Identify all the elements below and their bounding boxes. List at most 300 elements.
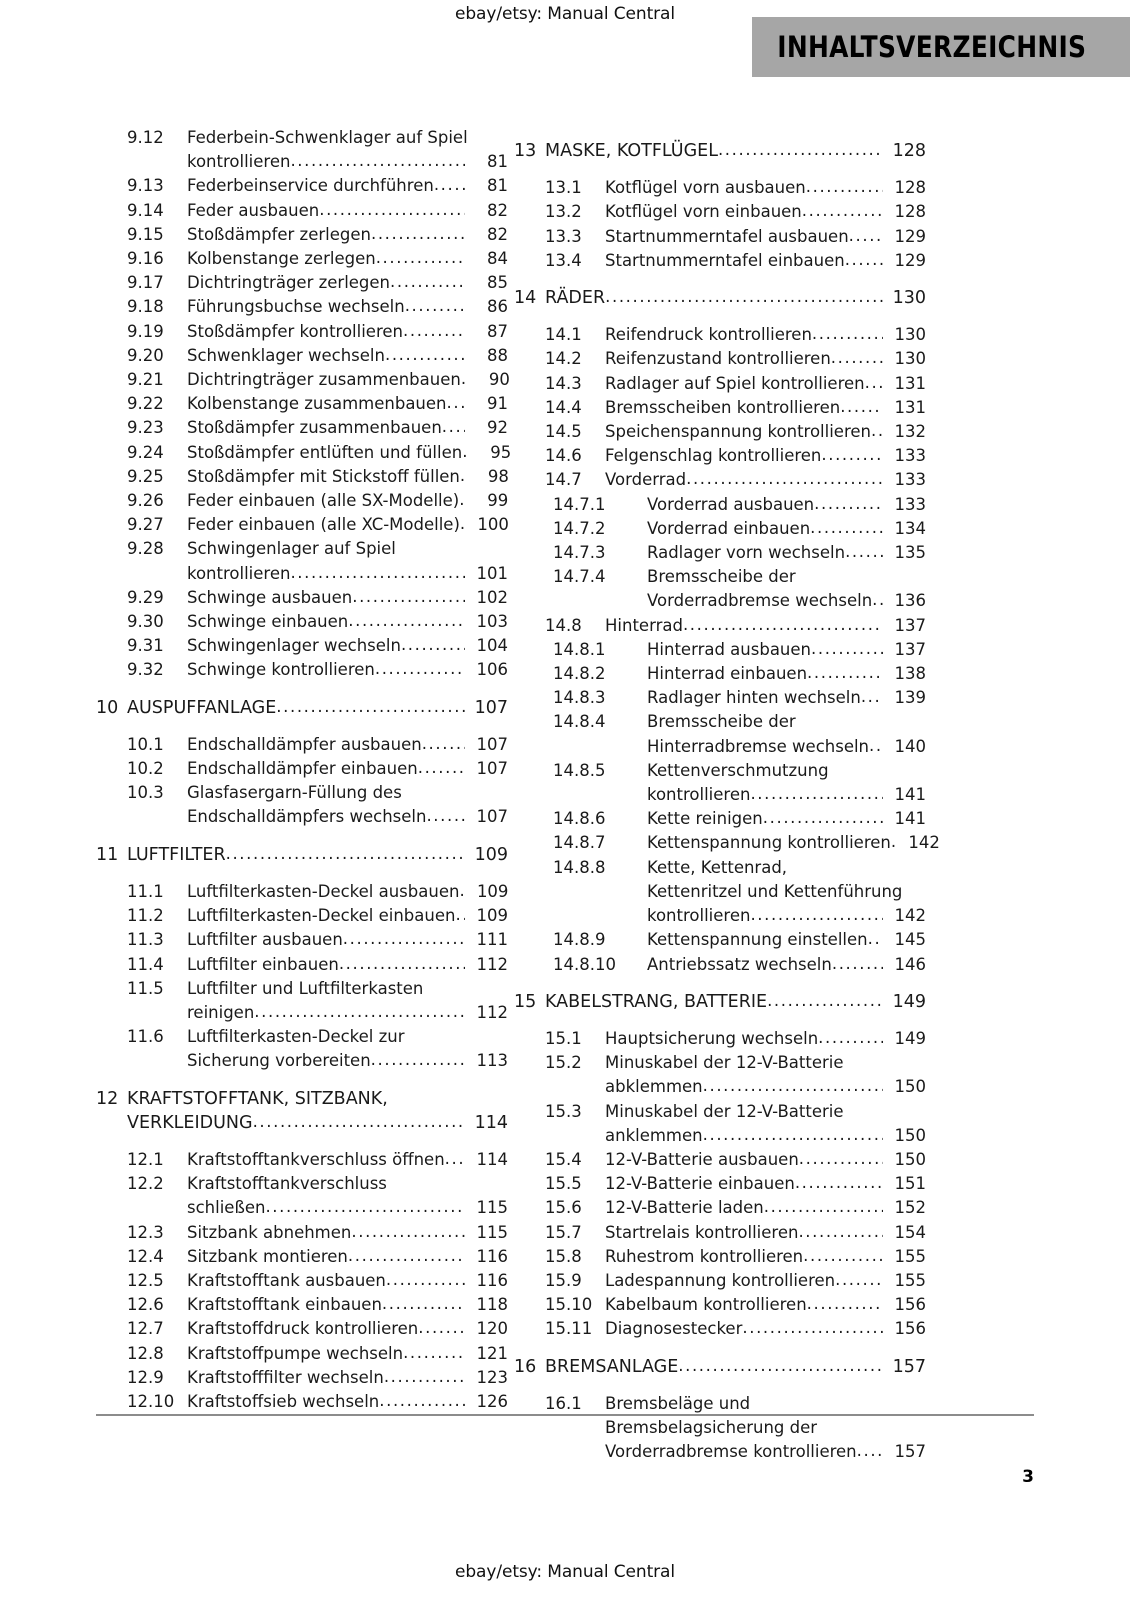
toc-entry-title-block: [545, 1355, 926, 1379]
toc-entry-title: Schwinge ausbauen: [187, 587, 353, 607]
toc-entry-title: Kette, Kettenrad,: [647, 857, 788, 877]
toc-entry-number: 9.21: [127, 370, 164, 390]
toc-entry-title-block: [605, 614, 926, 638]
toc-entry-line: [545, 139, 926, 163]
toc-entry[interactable]: [514, 286, 926, 310]
toc-page-number: 134: [894, 518, 926, 538]
toc-entry-title-block: [187, 1245, 508, 1269]
toc-leader-dots: [678, 1354, 883, 1378]
toc-entry-title-block: [605, 1293, 926, 1317]
toc-leader-dots: [803, 1244, 883, 1268]
toc-entry[interactable]: [96, 1317, 508, 1341]
toc-entry-title-block: [605, 396, 926, 420]
toc-entry[interactable]: [96, 174, 508, 198]
toc-entry-title: Speichenspannung kontrollieren: [605, 422, 871, 442]
toc-leader-dots: [385, 343, 465, 367]
toc-entry-title-block: [187, 1366, 508, 1390]
toc-entry-line: [187, 634, 508, 658]
toc-leader-dots: [253, 1110, 465, 1134]
toc-entry[interactable]: [96, 781, 508, 829]
toc-entry-title-block: [127, 1087, 508, 1135]
toc-entry-number: 9.14: [127, 200, 164, 220]
toc-entry-title: Bremsbelagsicherung der: [605, 1417, 818, 1437]
toc-entry[interactable]: [514, 662, 926, 686]
toc-entry-title-block: [647, 517, 926, 541]
toc-entry-line: [605, 420, 926, 444]
toc-leader-dots: [798, 1220, 883, 1244]
toc-leader-dots: [742, 1316, 883, 1340]
toc-entry[interactable]: [96, 610, 508, 634]
toc-page-number: 131: [894, 373, 926, 393]
toc-entry[interactable]: [96, 1245, 508, 1269]
toc-entry-title-block: [187, 904, 508, 928]
header-band: [752, 17, 1130, 77]
toc-entry[interactable]: [96, 634, 508, 658]
toc-page-number: 156: [894, 1319, 926, 1339]
toc-entry-number: 15.8: [545, 1246, 582, 1266]
toc-entry-number: 11.4: [127, 954, 164, 974]
toc-entry[interactable]: [514, 1293, 926, 1317]
toc-entry[interactable]: [514, 1245, 926, 1269]
toc-entry[interactable]: [96, 441, 512, 465]
toc-entry[interactable]: [514, 541, 926, 565]
toc-entry[interactable]: [514, 1317, 926, 1341]
toc-entry[interactable]: [514, 1148, 926, 1172]
toc-entry-title-block: [647, 493, 926, 517]
toc-page-number: 109: [476, 906, 508, 926]
toc-entry[interactable]: [96, 1269, 508, 1293]
toc-entry[interactable]: [96, 295, 508, 319]
toc-entry-title-block: [187, 586, 508, 610]
toc-entry-line: [605, 1392, 926, 1416]
toc-entry-line: [605, 1269, 926, 1293]
toc-entry-line: [187, 320, 508, 344]
toc-entry[interactable]: [96, 757, 508, 781]
toc-entry-line: [545, 1355, 926, 1379]
toc-leader-dots: [254, 1000, 465, 1024]
toc-entry-line: [187, 1269, 508, 1293]
toc-entry-title: Hinterrad: [605, 615, 683, 635]
toc-entry-title-block: [187, 1342, 508, 1366]
toc-entry-line: [187, 1196, 508, 1220]
toc-entry[interactable]: [514, 396, 926, 420]
toc-entry-title: Stoßdämpfer zusammenbauen: [187, 418, 442, 438]
toc-page-number: 113: [476, 1051, 508, 1071]
toc-entry-title-block: [187, 733, 508, 757]
toc-entry[interactable]: [514, 1221, 926, 1245]
toc-entry-title: Kolbenstange zerlegen: [187, 249, 376, 269]
toc-entry-number: 9.19: [127, 321, 164, 341]
toc-entry[interactable]: [514, 831, 940, 855]
toc-entry[interactable]: [514, 759, 926, 807]
toc-entry-line: [187, 904, 508, 928]
toc-entry[interactable]: [96, 344, 508, 368]
toc-entry-line: [647, 589, 926, 613]
toc-page-number: 99: [487, 491, 509, 511]
toc-entry-title: Kolbenstange zusammenbauen: [187, 394, 447, 414]
toc-entry-title: Vorderrad: [605, 470, 687, 490]
toc-entry-title: Kraftstoffdruck kontrollieren: [187, 1319, 419, 1339]
toc-page-number: 129: [894, 250, 926, 270]
toc-entry-number: 10.2: [127, 759, 164, 779]
toc-entry[interactable]: [96, 880, 508, 904]
toc-entry[interactable]: [514, 200, 926, 224]
toc-entry[interactable]: [514, 1172, 926, 1196]
toc-entry-number: 9.16: [127, 249, 164, 269]
toc-leader-dots: [821, 443, 883, 467]
toc-entry-number: 15: [514, 991, 537, 1012]
toc-entry[interactable]: [96, 977, 508, 1025]
toc-page-number: 81: [487, 176, 508, 196]
toc-entry[interactable]: [96, 1172, 508, 1220]
toc-leader-dots: [460, 512, 466, 536]
toc-entry[interactable]: [96, 465, 508, 489]
toc-entry[interactable]: [96, 658, 508, 682]
toc-entry-number: 15.3: [545, 1101, 582, 1121]
toc-page-number: 86: [487, 297, 508, 317]
toc-entry[interactable]: [96, 247, 508, 271]
toc-entry[interactable]: [96, 392, 508, 416]
toc-entry-line: [647, 517, 926, 541]
toc-entry-number: 12.5: [127, 1270, 164, 1290]
toc-leader-dots: [835, 1268, 883, 1292]
toc-entry-line: [605, 1440, 926, 1464]
toc-entry-title: Minuskabel der 12-V-Batterie: [605, 1101, 844, 1121]
toc-entry[interactable]: [96, 843, 508, 867]
toc-entry[interactable]: [514, 710, 926, 758]
toc-entry-number: 15.4: [545, 1149, 582, 1169]
toc-entry-title: Kabelbaum kontrollieren: [605, 1295, 807, 1315]
toc-entry[interactable]: [96, 223, 508, 247]
toc-entry-line: [605, 1245, 926, 1269]
toc-entry[interactable]: [96, 416, 508, 440]
toc-leader-dots: [806, 175, 883, 199]
toc-entry[interactable]: [96, 1148, 508, 1172]
toc-leader-dots: [811, 637, 883, 661]
toc-page-number: 140: [894, 736, 926, 756]
toc-entry[interactable]: [514, 444, 926, 468]
toc-entry[interactable]: [96, 1366, 508, 1390]
toc-leader-dots: [422, 732, 465, 756]
toc-leader-dots: [810, 516, 883, 540]
toc-page-number: 100: [477, 515, 509, 535]
toc-entry[interactable]: [514, 249, 926, 273]
toc-entry-line: [187, 953, 508, 977]
toc-entry[interactable]: [96, 1293, 508, 1317]
toc-entry-number: 12.9: [127, 1367, 164, 1387]
toc-leader-dots: [371, 222, 465, 246]
toc-entry-line: [605, 1075, 926, 1099]
toc-entry[interactable]: [514, 856, 926, 929]
toc-page-number: 157: [894, 1442, 926, 1462]
toc-page-number: 111: [476, 930, 508, 950]
toc-entry-number: 14.7.2: [553, 518, 606, 538]
toc-entry[interactable]: [96, 1025, 508, 1073]
toc-entry[interactable]: [96, 126, 508, 174]
toc-entry-title: Bremsscheibe der: [647, 712, 796, 732]
toc-entry-line: [187, 658, 508, 682]
toc-entry-title: Luftfilter einbauen: [187, 954, 339, 974]
toc-entry[interactable]: [96, 1221, 508, 1245]
toc-entry-line: [187, 537, 508, 561]
toc-entry-title: Bremsbeläge und: [605, 1393, 751, 1413]
toc-leader-dots: [290, 561, 465, 585]
toc-entry-title: MASKE, KOTFLÜGEL: [545, 141, 718, 161]
toc-entry-number: 9.26: [127, 491, 164, 511]
toc-entry-title-block: [187, 392, 508, 416]
toc-leader-dots: [869, 734, 883, 758]
toc-page-number: 141: [894, 785, 926, 805]
toc-entry[interactable]: [514, 953, 926, 977]
toc-entry-title-block: [127, 696, 508, 720]
toc-entry-line: [605, 323, 926, 347]
toc-entry[interactable]: [96, 953, 508, 977]
toc-entry[interactable]: [514, 517, 926, 541]
toc-entry-line: [187, 1293, 508, 1317]
toc-entry-title-block: [187, 880, 508, 904]
toc-leader-dots: [265, 1195, 465, 1219]
toc-entry-line: [647, 686, 926, 710]
toc-entry[interactable]: [514, 468, 926, 492]
toc-entry[interactable]: [514, 176, 926, 200]
toc-entry-number: 12.2: [127, 1174, 164, 1194]
toc-page-number: 115: [476, 1198, 508, 1218]
toc-entry-number: 13.2: [545, 202, 582, 222]
toc-entry-title-block: [605, 468, 926, 492]
toc-entry-line: [605, 1293, 926, 1317]
toc-entry-line: [605, 1172, 926, 1196]
toc-entry-title-block: [545, 139, 926, 163]
toc-entry-title: Federbein-Schwenklager auf Spiel: [187, 128, 468, 147]
toc-entry-title-block: [187, 658, 508, 682]
toc-entry-title: Kettenspannung einstellen: [647, 930, 868, 950]
toc-entry[interactable]: [514, 225, 926, 249]
toc-leader-dots: [818, 1026, 883, 1050]
toc-leader-dots: [376, 246, 465, 270]
toc-entry[interactable]: [514, 347, 926, 371]
toc-entry[interactable]: [514, 928, 926, 952]
toc-entry[interactable]: [96, 696, 508, 720]
toc-entry-title-block: [647, 710, 926, 758]
toc-entry-title: kontrollieren: [647, 906, 751, 926]
toc-entry-title: Feder einbauen (alle XC-Modelle): [187, 515, 460, 535]
toc-entry-line: [605, 225, 926, 249]
toc-entry-title: Kraftstoffpumpe wechseln: [187, 1343, 404, 1363]
toc-entry-title: Schwinge einbauen: [187, 612, 349, 632]
toc-entry[interactable]: [514, 1355, 926, 1379]
toc-page-number: 107: [476, 807, 508, 827]
toc-entry-title-block: [605, 1027, 926, 1051]
toc-page-number: 138: [894, 664, 926, 684]
toc-entry-title: schließen: [187, 1198, 266, 1218]
toc-entry-title-block: [605, 1392, 926, 1465]
toc-leader-dots: [832, 952, 883, 976]
toc-entry-title-block: [605, 1172, 926, 1196]
toc-entry-title: Radlager auf Spiel kontrollieren: [605, 373, 865, 393]
toc-entry-line: [647, 710, 926, 734]
toc-entry[interactable]: [96, 537, 508, 585]
toc-entry[interactable]: [96, 271, 508, 295]
toc-entry-title: Kraftstofftank ausbauen: [187, 1270, 386, 1290]
toc-entry-number: 9.29: [127, 587, 164, 607]
toc-entry-title-block: [187, 1317, 508, 1341]
table-of-contents: [0, 126, 1130, 1464]
toc-leader-dots: [807, 661, 883, 685]
toc-leader-dots: [767, 989, 883, 1013]
toc-entry-line: [187, 586, 508, 610]
toc-entry-line: [605, 1027, 926, 1051]
toc-entry[interactable]: [96, 904, 508, 928]
toc-entry[interactable]: [514, 1100, 926, 1148]
toc-entry-number: 14.8: [545, 615, 582, 635]
toc-entry-line: [605, 1416, 926, 1440]
toc-entry-number: 9.24: [127, 442, 164, 462]
toc-entry[interactable]: [96, 199, 508, 223]
toc-entry[interactable]: [96, 489, 508, 513]
footer-divider: [96, 1414, 1034, 1416]
toc-leader-dots: [447, 391, 466, 415]
toc-entry[interactable]: [96, 586, 508, 610]
toc-entry-line: [605, 614, 926, 638]
toc-entry[interactable]: [96, 1342, 508, 1366]
toc-entry-title: Luftfilterkasten-Deckel ausbauen: [187, 881, 460, 901]
toc-page-number: 157: [892, 1356, 926, 1377]
toc-entry-line: [187, 928, 508, 952]
toc-entry[interactable]: [514, 807, 926, 831]
toc-leader-dots: [445, 1147, 465, 1171]
toc-page-number: 130: [892, 288, 926, 309]
toc-entry[interactable]: [514, 1051, 926, 1099]
toc-entry-title: Kettenverschmutzung: [647, 760, 829, 780]
toc-entry-number: 13.1: [545, 178, 582, 198]
toc-leader-dots: [764, 1195, 883, 1219]
toc-entry[interactable]: [514, 1269, 926, 1293]
toc-entry[interactable]: [96, 1087, 508, 1135]
toc-entry-line: [187, 1390, 508, 1414]
toc-entry-number: 9.32: [127, 660, 164, 680]
toc-entry[interactable]: [514, 493, 926, 517]
toc-page-number: 90: [488, 370, 510, 390]
watermark-top: ebay/etsy: Manual Central: [455, 4, 675, 24]
toc-entry-title: Hauptsicherung wechseln: [605, 1028, 819, 1048]
toc-entry-number: 12.1: [127, 1149, 164, 1169]
toc-entry[interactable]: [96, 928, 508, 952]
toc-entry-title-block: [605, 249, 926, 273]
toc-entry-line: [647, 638, 926, 662]
toc-entry-title-block: [187, 1025, 508, 1073]
toc-leader-dots: [861, 685, 883, 709]
toc-entry-number: 12.10: [127, 1391, 175, 1411]
toc-entry-line: [187, 1001, 508, 1025]
toc-entry[interactable]: [96, 513, 508, 537]
toc-entry-title: Luftfilter und Luftfilterkasten: [187, 978, 424, 998]
toc-entry-title: Startrelais kontrollieren: [605, 1222, 799, 1242]
toc-entry[interactable]: [514, 565, 926, 613]
toc-entry-number: 14.7.3: [553, 543, 606, 563]
toc-page-number: 151: [894, 1174, 926, 1194]
toc-leader-dots: [348, 609, 465, 633]
toc-entry[interactable]: [514, 323, 926, 347]
toc-leader-dots: [703, 1123, 883, 1147]
toc-entry[interactable]: [96, 368, 508, 392]
toc-entry-title: Vorderrad ausbauen: [647, 494, 815, 514]
toc-entry-title: KABELSTRANG, BATTERIE: [545, 991, 768, 1012]
toc-entry-number: 14.8.9: [553, 930, 606, 950]
toc-entry-line: [187, 781, 508, 805]
toc-entry-title: RÄDER: [545, 288, 606, 309]
toc-leader-dots: [763, 806, 883, 830]
toc-entry[interactable]: [514, 686, 926, 710]
toc-entry-title: Ladespannung kontrollieren: [605, 1270, 836, 1290]
toc-page-number: 102: [476, 587, 508, 607]
toc-leader-dots: [840, 395, 883, 419]
toc-entry[interactable]: [514, 638, 926, 662]
toc-entry[interactable]: [514, 1196, 926, 1220]
toc-entry-title-block: [187, 320, 508, 344]
toc-entry-number: 14.8.10: [553, 954, 616, 974]
toc-entry[interactable]: [514, 1027, 926, 1051]
toc-entry-title: kontrollieren: [647, 785, 751, 805]
toc-leader-dots: [405, 294, 465, 318]
toc-entry[interactable]: [96, 1390, 508, 1414]
toc-entry-number: 14.8.5: [553, 760, 606, 780]
toc-entry[interactable]: [514, 1392, 926, 1465]
toc-page-number: 149: [894, 1028, 926, 1048]
toc-entry-number: 9.27: [127, 515, 164, 535]
toc-column-right: [514, 126, 940, 1464]
toc-entry-title: Schwenklager wechseln: [187, 345, 385, 365]
toc-entry-title-block: [187, 928, 508, 952]
toc-page-number: 150: [894, 1077, 926, 1097]
toc-entry-title-block: [187, 368, 508, 392]
toc-entry-number: 14.8.6: [553, 809, 606, 829]
toc-entry-title: Hinterrad einbauen: [647, 664, 808, 684]
toc-entry-title-block: [187, 757, 508, 781]
toc-entry-number: 14.6: [545, 446, 582, 466]
toc-entry-title: Kettenspannung kontrollieren: [647, 833, 891, 853]
toc-entry-line: [187, 344, 508, 368]
toc-entry-title-block: [187, 781, 508, 829]
toc-entry-title: Kotflügel vorn einbauen: [605, 202, 802, 222]
toc-entry-title-block: [605, 1148, 926, 1172]
toc-entry-title-block: [605, 1269, 926, 1293]
toc-page-number: 82: [487, 200, 508, 220]
toc-leader-dots: [812, 322, 883, 346]
toc-entry-number: 9.23: [127, 418, 164, 438]
toc-entry-line: [545, 990, 926, 1014]
toc-entry-title: kontrollieren: [187, 563, 291, 583]
toc-entry-title: Vorderradbremse kontrollieren: [605, 1442, 857, 1462]
toc-entry[interactable]: [514, 139, 926, 163]
toc-entry-title-block: [187, 1293, 508, 1317]
toc-entry[interactable]: [514, 420, 926, 444]
toc-entry-title-block: [605, 1051, 926, 1099]
toc-entry-title: LUFTFILTER: [127, 844, 226, 865]
toc-entry[interactable]: [96, 320, 508, 344]
toc-entry-title: Kraftstofftank einbauen: [187, 1295, 382, 1315]
toc-entry-title: Endschalldämpfer ausbauen: [187, 734, 422, 754]
toc-entry-title: Hinterradbremse wechseln: [647, 736, 870, 756]
toc-page-number: 107: [476, 759, 508, 779]
toc-entry[interactable]: [96, 733, 508, 757]
toc-entry[interactable]: [514, 990, 926, 1014]
toc-entry[interactable]: [514, 372, 926, 396]
toc-page-number: 142: [908, 833, 940, 853]
toc-entry[interactable]: [514, 614, 926, 638]
toc-entry-line: [187, 562, 508, 586]
toc-entry-title: 12-V-Batterie einbauen: [605, 1174, 795, 1194]
toc-entry-title-block: [605, 444, 926, 468]
